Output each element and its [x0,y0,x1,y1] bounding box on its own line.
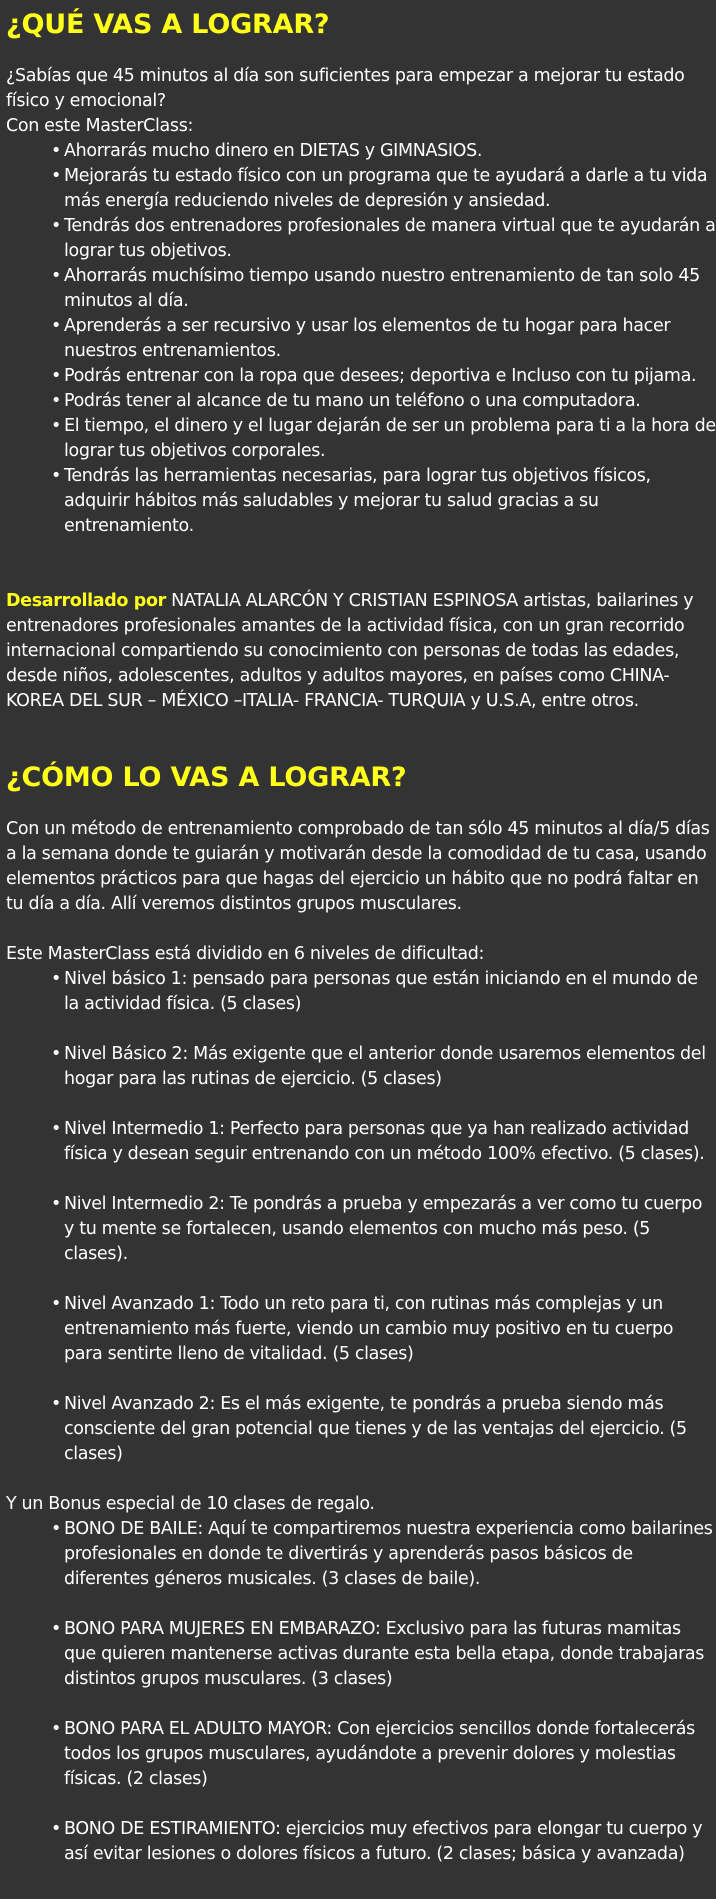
developed-by-label: Desarrollado por [6,591,166,611]
list-item: • Ahorrarás mucho dinero en DIETAS y GIMNASIOS. [64,139,716,164]
list-item: • Aprenderás a ser recursivo y usar los elementos de tu hogar para hacer nuestros entrenamientos. [64,314,716,364]
list-item: • Nivel Básico 2: Más exigente que el anterior donde usaremos elementos del hogar para las rutinas de ejercicio. (5 clases) [64,1042,716,1092]
levels-list [6,967,716,1467]
list-item: • Tendrás dos entrenadores profesionales de manera virtual que te ayudarán a lograr tus objetivos. [64,214,716,264]
list-item: • Tendrás las herramientas necesarias, para lograr tus objetivos físicos, adquirir hábitos más saludables y mejorar tu salud gracias a su entrenamiento. [64,464,716,539]
list-item: • Podrás entrenar con la ropa que desees; deportiva e Incluso con tu pijama. [64,364,716,389]
bonus-list [6,1517,716,1867]
levels-intro: Este MasterClass está dividido en 6 niveles de dificultad: [6,944,485,964]
intro-paragraph: ¿Sabías que 45 minutos al día son suficientes para empezar a mejorar tu estado físico y emocional? [6,66,685,111]
heading-what-you-achieve: ¿QUÉ VAS A LOGRAR? [6,9,330,40]
list-item: • El tiempo, el dinero y el lugar dejarán de ser un problema para ti a la hora de lograr tus objetivos corporales. [64,414,716,464]
heading-how-you-achieve: ¿CÓMO LO VAS A LOGRAR? [6,762,407,793]
list-item: • BONO DE BAILE: Aquí te compartiremos nuestra experiencia como bailarines profesionales en donde te divertirás y aprenderás pasos básicos de diferentes géneros musicales. (3 clases de baile). [64,1517,716,1592]
developed-by-text: NATALIA ALARCÓN Y CRISTIAN ESPINOSA artistas, bailarines y entrenadores profesionales amantes de la actividad física, con un gran recorrido internacional compartiendo su conocimiento con personas de todas las edades, desde niños, adolescentes, adultos y adultos mayores, en países como CHINA- KOREA DEL SUR – MÉXICO –ITALIA- FRANCIA- TURQUIA y U.S.A, entre otros. [6,591,694,711]
list-item: • BONO PARA MUJERES EN EMBARAZO: Exclusivo para las futuras mamitas que quieren mantenerse activas durante esta bella etapa, donde trabajaras distintos grupos musculares. (3 clases) [64,1617,716,1692]
list-item: • Ahorrarás muchísimo tiempo usando nuestro entrenamiento de tan solo 45 minutos al día. [64,264,716,314]
list-item: • Nivel Intermedio 2: Te pondrás a prueba y empezarás a ver como tu cuerpo y tu mente se fortalecen, usando elementos con mucho más peso. (5 clases). [64,1192,716,1267]
list-item: • Nivel básico 1: pensado para personas que están iniciando en el mundo de la actividad física. (5 clases) [64,967,716,1017]
intro-masterclass: Con este MasterClass: [6,116,194,136]
list-item: • BONO PARA EL ADULTO MAYOR: Con ejercicios sencillos donde fortalecerás todos los grupos musculares, ayudándote a prevenir dolores y molestias físicas. (2 clases) [64,1717,716,1792]
benefits-list [6,139,716,539]
list-item: • BONO DE ESTIRAMIENTO: ejercicios muy efectivos para elongar tu cuerpo y así evitar lesiones o dolores físicos a futuro. (2 clases; básica y avanzada) [64,1817,716,1867]
list-item: • Nivel Avanzado 1: Todo un reto para ti, con rutinas más complejas y un entrenamiento más fuerte, viendo un cambio muy positivo en tu cuerpo para sentirte lleno de vitalidad. (5 clases) [64,1292,716,1367]
list-item: • Podrás tener al alcance de tu mano un teléfono o una computadora. [64,389,716,414]
bonus-intro: Y un Bonus especial de 10 clases de regalo. [6,1494,375,1514]
developed-by-paragraph [6,589,716,714]
list-item: • Nivel Intermedio 1: Perfecto para personas que ya han realizado actividad física y desean seguir entrenando con un método 100% efectivo. (5 clases). [64,1117,716,1167]
method-paragraph: Con un método de entrenamiento comprobado de tan sólo 45 minutos al día/5 días a la semana donde te guiarán y motivarán desde la comodidad de tu casa, usando elementos prácticos para que hagas del ejercicio un hábito que no podrá faltar en tu día a día. Allí veremos distintos grupos musculares. [6,819,710,914]
list-item: • Nivel Avanzado 2: Es el más exigente, te pondrás a prueba siendo más consciente del gran potencial que tienes y de las ventajas del ejercicio. (5 clases) [64,1392,716,1467]
list-item: • Mejorarás tu estado físico con un programa que te ayudará a darle a tu vida más energía reduciendo niveles de depresión y ansiedad. [64,164,716,214]
